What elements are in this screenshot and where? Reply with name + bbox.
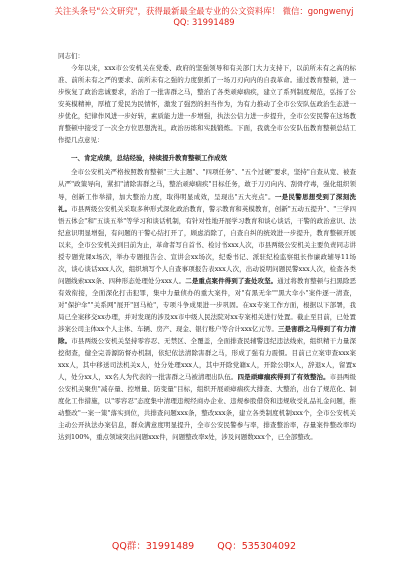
paragraph-text: 市县两级公安机关坚持零容忍、无禁区、全覆盖，全面排查民辅警违纪违法线索，组织精干力量深挖彻查，健全完善源防督办机制，依纪依法清除害群之马，形成了强有力震慑。目前已立案审查xxx案xxx人，其中移送司法机关x人，处分处理xxx人，其中开除党籍x人，开除公职x人，辞退x人，留置x人，处分xx人，xx名人为代表的一批害群之马被清理出队伍。 bbox=[58, 337, 356, 382]
highlight-point-1: 一是民警思想受到了深刻洗礼。 bbox=[58, 192, 357, 213]
highlight-point-4: 四是顽瘴痼疾得到了有效整治。 bbox=[237, 373, 330, 382]
qq-contact-label: QQ：535304092 bbox=[217, 541, 297, 552]
achievements-paragraph bbox=[58, 166, 356, 443]
document-body bbox=[58, 50, 356, 444]
paragraph-text: 市县两级公安机关聚焦"减存量、控增量、防变量"目标，组织开展顽瘴痼疾大排查、大整治，出台了规范化、制度化工作措施，以"零容忍"态度集中清理违规经商办企业、违规参股借贷和违规收受礼品礼金问题，推动整改"一案一策"落实到位，共排查问题xxx条，整改xxx条，建立各类制度机制xxx个，全市公安机关主动公开执法办案信息，群众满意度明显提升，全市公安民警参与率，排查整治率，存量案件整改率均达到100%，重点领域突出问题xxx件，问题整改率x处，涉及问题数xxx个，已全部整改。 bbox=[58, 373, 356, 442]
promo-line-1: 关注头条号"公文研究"，获得最新最全最专业的公文资料库！ 微信：gongwenyj bbox=[54, 6, 354, 16]
contact-footer bbox=[0, 538, 408, 552]
highlight-point-3: 三是害群之马得到了有力清除。 bbox=[58, 325, 356, 346]
section-heading: 一、肯定成绩，总结经验，持续提升教育整顿工作成效 bbox=[71, 154, 227, 163]
paragraph-text: 市县两级公安机关采取多种形式深化政治教育，警示教育和英模教育，创新"五动五提升"、"三学四悟五体会"和"五谈五举"等学习和谈话机制，有针对性地开展学习教育和谈心谈话，干警的政治意识、法纪意识明显增强，有问题的干警心结打开了，顾虑消除了，自查自纠的统效进一步提升，教育整顿开展以来，全市公安机关到目前为止，革命者写自首书、检讨书xxx人次，市县两级公安机关主要负责同志讲授专题党课x场次，举办专题报告会、宣讲会xx场次，纪委书记、派驻纪检监察组长作廉政辅导11场次，谈心谈话xxx人次，组织填写个人自查事项报告表xxx人次，出动说明问题民警xxx人次，检查各类问题线索xxx条、四种形态处理处分xxx人。 bbox=[58, 204, 356, 285]
intro-paragraph: 今年以来，xxx市公安机关在党委、政府的坚强领导和有关部门大力支持下，以前所未有之高的标准、前所未有之严的要求、前所未有之强的力度狠抓了一场刀刃向内的自我革命。通过教育整顿，进一步恢复了政治忠诚要求，治治了一批害群之马，整治了各类顽瘴痼疾，建立了系列制度规范，弘扬了公安英模精神，厚植了爱民为民情怀，激发了强烈的担当作为，为有力推动了全市公安队伍政治生态进一步优化，纪律作风进一步好转，素质能力进一步增强，执法公信力进一步提升，全市公安民警在这场教育整顿中接受了一次全方位思想洗礼，政治历练和实践锻炼。下面，我就全市公安队伍教育整顿总结工作提几点意见： bbox=[58, 64, 356, 145]
qq-group-label: QQ群：31991489 bbox=[111, 541, 195, 552]
salutation: 同志们： bbox=[58, 52, 84, 60]
promo-banner bbox=[0, 6, 408, 28]
highlight-point-2: 二是重点案件得到了查处攻坚。 bbox=[185, 276, 278, 285]
paragraph-text: 全市公安机关严格按照教育整顿"三大主题"、"四项任务"、"五个过硬"要求，坚持"自查从宽、被查从严"政策导向，紧扣"清除害群之马，整治顽瘴痼疾"目标任务，敢于刀刃向内、刮骨疗毒，强化组织领导，创新工作举措，加大整治力度，取得明显成效，呈现出"五大亮点"。 bbox=[58, 168, 356, 201]
promo-line-2: QQ: 31991489 bbox=[173, 17, 235, 27]
paragraph-text: 通过将教育整顿与扫黑除恶有效衔接，全面深化打击犯罪，集中力量侦办的重大案件，对"有黑无伞""黑大伞小"案件逐一清查，对"保护伞""关系网"展开"回马枪"，专项斗争成果进一步巩固。在xx专案工作方面，根据以下部署，我局已全案移交xx办理，并对发现的涉及xx市中级人民法院对xx专案相关进行处置。截止至目前，已处置涉案公司主体xx个人主体、车辆、房产、现金、银行账户等合计xxx亿元等。 bbox=[58, 276, 357, 334]
